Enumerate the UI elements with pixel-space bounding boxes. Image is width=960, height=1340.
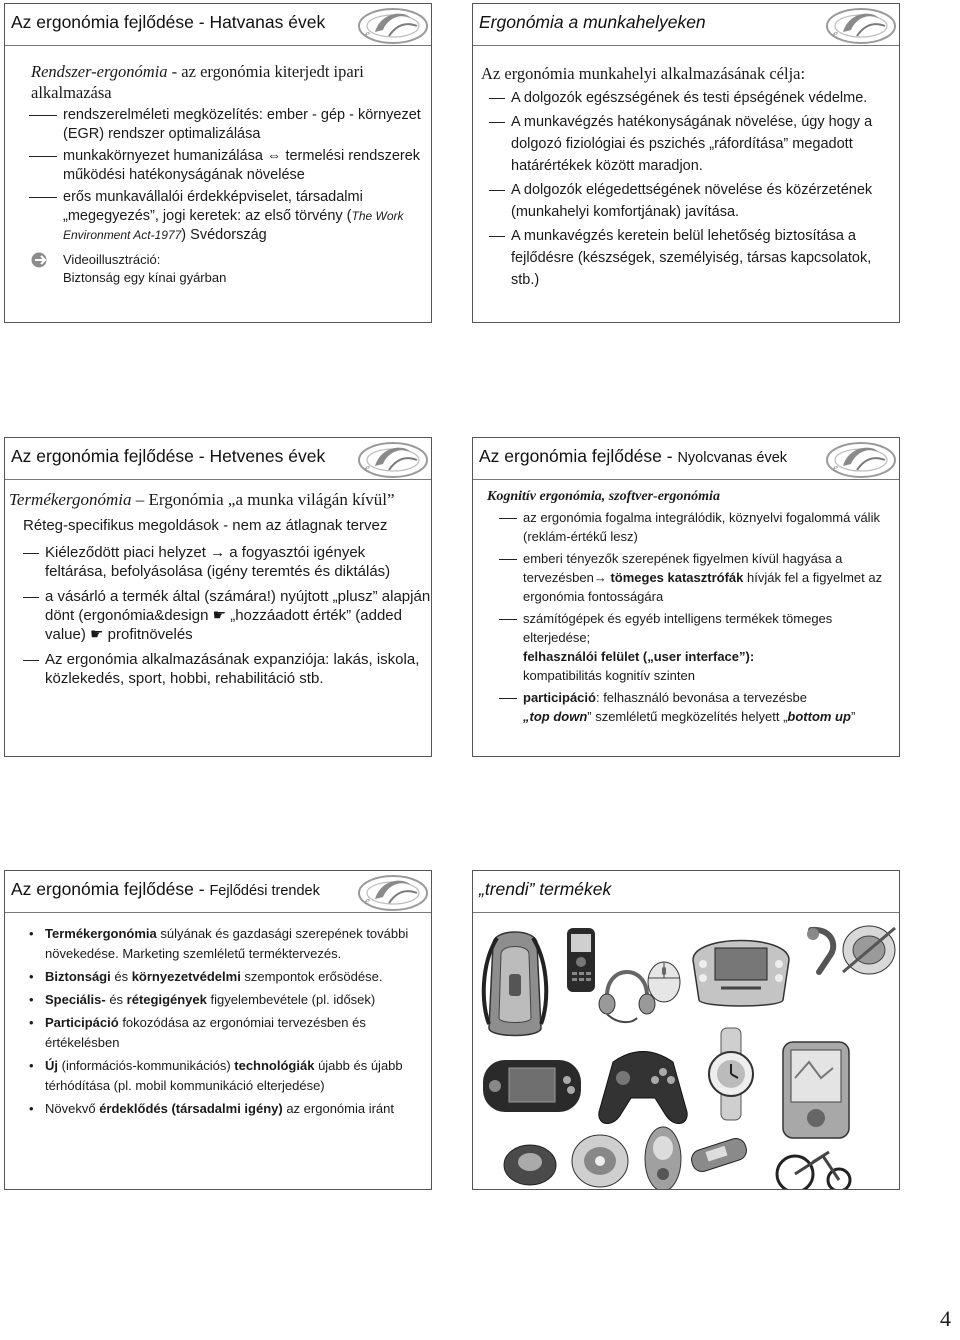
list-item-text: ” szemléletű megközelítés helyett „	[587, 709, 788, 724]
phone-icon	[501, 1142, 559, 1188]
list-item-text: kompatibilitás kognitív szinten	[523, 668, 695, 683]
list-item-emphasis: Biztonsági	[45, 969, 111, 984]
slide-title	[11, 879, 345, 900]
list-item	[45, 1099, 421, 1119]
list-item-text: figyelembevétele (pl. idősek)	[206, 992, 376, 1007]
handheld-game-console-icon	[479, 1052, 585, 1120]
slide-title-main: Az ergonómia fejlődése -	[11, 879, 210, 899]
slide-hetvenes-evek	[4, 437, 432, 757]
list-item-text: és	[105, 992, 127, 1007]
list-item-text: emberi tényezők szerepének figyelmen kívül hagyása a tervezésben→	[523, 551, 843, 585]
law-name: The Work Environment Act-1977	[63, 209, 404, 242]
list-item-emphasis: felhasználói felület („user interface”):	[523, 649, 755, 664]
list-item-text: : felhasználó bevonása a tervezésbe	[595, 690, 807, 705]
slide-title: Az ergonómia fejlődése - Hatvanas évek	[11, 12, 326, 32]
list-item-text: súlyának és gazdasági szerepének további növekedése. Marketing szemléletű terméktervezés.	[45, 926, 409, 961]
slide-lead: Kognitív ergonómia, szoftver-ergonómia	[487, 489, 720, 504]
list-item: Az ergonómia alkalmazásának expanziója: lakás, iskola, közlekedés, sport, hobbi, rehabilitáció stb.	[5, 650, 431, 688]
slide-lead	[5, 485, 431, 513]
page-number: 4	[940, 1306, 951, 1331]
title-divider	[5, 45, 431, 46]
list-item-emphasis: technológiák	[234, 1058, 315, 1073]
ergonomics-logo-icon	[345, 440, 429, 480]
title-divider	[5, 479, 431, 480]
ergonomics-logo-icon	[345, 873, 429, 913]
slide-lead	[5, 51, 431, 103]
list-item-emphasis: participáció	[523, 690, 596, 705]
list-item: erős munkavállalói érdekképviselet, társadalmi „megegyezés”, jogi keretek: az első törvény (The Work Environment Act-1977) Svédország	[5, 188, 431, 245]
list-item-text: ”	[850, 709, 856, 724]
lead-term: Termékergonómia	[9, 490, 132, 509]
list-item: A dolgozók elégedettségének növelése és közérzetének (munkahelyi komfortjának) javítása.	[473, 179, 899, 223]
slide-nyolcvanas-evek	[472, 437, 900, 757]
flip-phone-icon	[569, 1132, 631, 1190]
law-country: ) Svédország	[181, 227, 267, 243]
list-item	[45, 990, 421, 1010]
list-item: A dolgozók egészségének és testi épségének védelme.	[473, 87, 899, 109]
list-item	[45, 967, 421, 987]
list-item: A munkavégzés keretein belül lehetőség biztosítása a fejlődésre (készségek, személyiség, társas kapcsolatok, stb.)	[473, 225, 899, 291]
slide-title: Az ergonómia fejlődése - Hetvenes évek	[11, 446, 326, 466]
slide-title: „trendi” termékek	[479, 879, 612, 899]
list-item-emphasis: Termékergonómia	[45, 926, 157, 941]
media-player-icon	[641, 1124, 685, 1190]
list-item: A munkavégzés hatékonyságának növelése, úgy hogy a dolgozó fiziológiai és pszichés „ráfordítása” megadott határértékek között maradjon.	[473, 111, 899, 177]
slide-fejlodesi-trendek	[4, 870, 432, 1190]
list-item	[45, 1013, 421, 1053]
slide-title: Ergonómia a munkahelyeken	[479, 12, 706, 32]
slide-title-sub: Fejlődési trendek	[209, 883, 320, 899]
title-divider	[473, 479, 899, 480]
list-item-text: és	[110, 969, 132, 984]
slide-body	[473, 51, 899, 322]
list-item	[473, 549, 899, 606]
list-item: rendszerelméleti megközelítés: ember - gép - környezet (EGR) rendszer optimalizálása	[5, 106, 431, 144]
list-item: az ergonómia fogalma integrálódik, köznyelvi fogalommá válik (reklám-értékű lesz)	[473, 508, 899, 546]
arrow-right-icon	[31, 252, 53, 268]
slide-body	[5, 485, 431, 756]
slide-title-sub: Nyolcvanas évek	[677, 450, 788, 466]
ergonomics-logo-icon	[813, 6, 897, 46]
list-item-text: erős munkavállalói érdekképviselet, társadalmi „megegyezés”, jogi keretek: az első törvény	[63, 189, 363, 224]
term-top-down: „top down	[523, 709, 588, 724]
slide-hatvanas-evek	[4, 3, 432, 323]
pen-device-icon	[839, 922, 899, 978]
list-item-text: hívják fel a figyelmet az ergonómia fontosságára	[523, 570, 883, 604]
list-item-emphasis: Új	[45, 1058, 58, 1073]
ergonomics-logo-icon	[813, 440, 897, 480]
slide-body	[5, 918, 431, 1189]
multimedia-device-icon	[685, 924, 797, 1010]
list-item-text	[473, 707, 899, 726]
term-bottom-up: bottom up	[787, 709, 851, 724]
list-item: a vásárló a termék által (számára!) nyújtott „plusz” alapján dönt (ergonómia&design ☛ „hozzáadott érték” (added value) ☛ profitnövelés	[5, 587, 431, 644]
backpack-icon	[475, 924, 555, 1044]
list-item	[45, 924, 421, 964]
gamepad-icon	[593, 1042, 693, 1132]
list-item-emphasis: Speciális-	[45, 992, 106, 1007]
wheelchair-icon	[773, 1144, 859, 1190]
slide-ergonomia-munkahelyeken	[472, 3, 900, 323]
list-item-text: szempontok erősödése.	[240, 969, 383, 984]
list-item-text: fokozódása az ergonómiai tervezésben és értékelésben	[45, 1015, 366, 1050]
list-item: Kiéleződött piaci helyzet → a fogyasztói igények feltárása, befolyásolása (igény teremtés és diktálás)	[5, 543, 431, 581]
computer-mouse-icon	[643, 958, 685, 1004]
slide-title	[479, 446, 813, 467]
video-link[interactable]	[5, 251, 431, 287]
slide-sublead: Réteg-specifikus megoldások - nem az átlagnak tervez	[23, 517, 388, 534]
slide-body	[5, 51, 431, 322]
title-divider	[5, 912, 431, 913]
product-collage	[473, 918, 899, 1189]
list-item-emphasis: rétegigények	[126, 992, 207, 1007]
slide-trendi-termekek	[472, 870, 900, 1190]
trend-list	[5, 918, 431, 1119]
mobile-phone-icon	[563, 926, 599, 994]
list-item-emphasis: tömeges katasztrófák	[610, 570, 744, 585]
title-divider	[473, 45, 899, 46]
media-player-icon	[687, 1130, 751, 1180]
pda-icon	[773, 1038, 859, 1142]
lead-description: – Ergonómia „a munka világán kívül”	[131, 490, 395, 509]
list-item: munkakörnyezet humanizálása ⇔ termelési rendszerek működési hatékonyságának növelése	[5, 147, 431, 185]
list-item-text: (információs-kommunikációs)	[58, 1058, 235, 1073]
list-item-emphasis: érdeklődés (társadalmi igény)	[99, 1101, 283, 1116]
bluetooth-headset-icon	[801, 924, 841, 976]
list-item-text: újabb és újabb térhódítása (pl. mobil kommunikáció elterjedése)	[45, 1058, 403, 1093]
slide-lead: Az ergonómia munkahelyi alkalmazásának célja:	[481, 64, 806, 83]
list-item: számítógépek és egyéb intelligens termékek tömeges elterjedése;	[473, 609, 899, 647]
watch-icon	[701, 1026, 761, 1122]
video-label: Videoillusztráció:	[63, 252, 161, 267]
list-item	[45, 1056, 421, 1096]
slide-title-main: Az ergonómia fejlődése -	[479, 446, 678, 466]
ergonomics-logo-icon	[345, 6, 429, 46]
lead-term: Rendszer-ergonómia	[31, 62, 168, 81]
video-title: Biztonság egy kínai gyárban	[63, 270, 227, 285]
list-item-text: Növekvő	[45, 1101, 100, 1116]
list-item-emphasis: Participáció	[45, 1015, 119, 1030]
lead-description: - az ergonómia kiterjedt ipari alkalmazása	[31, 62, 364, 102]
list-item	[473, 688, 899, 707]
title-divider	[473, 912, 899, 913]
list-item-emphasis: környezetvédelmi	[131, 969, 241, 984]
slide-body	[473, 485, 899, 756]
list-item-text: az ergonómia iránt	[282, 1101, 394, 1116]
